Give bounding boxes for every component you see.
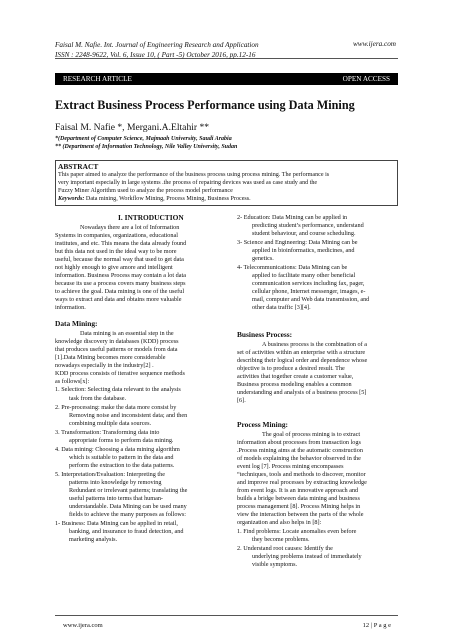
abstract-line: This paper aimed to analyze the performance of the business process using process mining. The performance is bbox=[58, 172, 330, 178]
body-text-line: patterns into knowledge by removing bbox=[69, 479, 162, 486]
body-text-line: useful, because the normal way that used to get data bbox=[55, 256, 184, 263]
keywords-label: Keywords: bbox=[58, 196, 85, 202]
body-text-line: as follows[x]: bbox=[55, 378, 90, 385]
body-text-line: which is suitable to pattern in the data and bbox=[69, 454, 174, 461]
footer-site[interactable]: www.ijera.com bbox=[63, 622, 103, 629]
body-text-line: fields to achieve the many purposes as follows: bbox=[69, 511, 187, 518]
body-text-line: underlying problems instead of immediately bbox=[252, 553, 362, 560]
body-text-line: mail, computer and Web data transmission, and bbox=[252, 296, 370, 303]
body-text-line: view the interaction between the parts of the whole bbox=[237, 511, 364, 518]
body-text-line: builds a bridge between data mining and business bbox=[237, 495, 360, 502]
section-heading: Process Mining: bbox=[237, 420, 288, 429]
body-text-line: task from the database. bbox=[69, 395, 127, 402]
body-text-line: process management [8]. Process Mining helps in bbox=[237, 503, 361, 510]
body-text-line: Redundant or irrelevant patterns; translating the bbox=[69, 487, 188, 494]
body-text-line: 3- Science and Engineering: Data Mining can be bbox=[237, 239, 358, 246]
body-text-line: Business process modeling enables a common bbox=[237, 381, 352, 388]
body-text-line: 5. Interpretation/Evaluation: Interpreting the bbox=[55, 471, 165, 478]
affiliation-2: ** (Department of Information Technology, Nile Valley University, Sudan bbox=[55, 144, 238, 150]
body-text-line: 4- Telecommunications: Data Mining can be bbox=[237, 264, 348, 271]
body-text-line: applied in bioinformatics, medicines, and bbox=[252, 247, 355, 254]
body-text-line: information. Business Process may contain a lot data bbox=[55, 272, 186, 279]
body-text-line: nowadays especially in the industry[2] . bbox=[55, 362, 154, 369]
body-text-line: ways to extract and data and obtains more valuable bbox=[55, 296, 182, 303]
body-text-line: “techniques, tools and methods to discover, monitor bbox=[237, 471, 366, 478]
body-text-line: The goal of process mining is to extract bbox=[262, 431, 361, 438]
body-text-line: other data traffic [3][4]. bbox=[252, 304, 311, 311]
body-text-line: information about processes from transaction logs bbox=[237, 439, 361, 446]
footer-rule bbox=[55, 615, 398, 616]
body-text-line: combining multiple data sources. bbox=[69, 420, 152, 427]
body-text-line: [1].Data Mining becomes more considerable bbox=[55, 354, 166, 361]
journal-citation bbox=[55, 40, 259, 60]
body-text-line: marketing analysis. bbox=[69, 536, 118, 543]
body-text-line: event log [7]. Process mining encompasses bbox=[237, 463, 344, 470]
abstract-heading: ABSTRACT bbox=[58, 162, 99, 171]
abstract-line: very important especially in large systems .the process of repairing devices was used as case study and the bbox=[58, 180, 318, 186]
body-text-line: cellular phone, Internet messenger, images, e- bbox=[252, 288, 366, 295]
access-type: OPEN ACCESS bbox=[342, 75, 390, 83]
body-text-line: Data mining is an essential step in the bbox=[80, 330, 174, 337]
body-text-line: perform the extraction to the data patterns. bbox=[69, 462, 175, 469]
body-text-line: 1- Business: Data Mining can be applied in retail, bbox=[55, 520, 178, 527]
keywords-text: Data mining, Workflow Mining, Process Mining, Business Process. bbox=[84, 196, 251, 202]
body-text-line: organization and also helps in [8]: bbox=[237, 519, 322, 526]
page-number: 12 | P a g e bbox=[362, 622, 391, 629]
abstract-line: Fuzzy Miner Algorithm used to analyze the process model performance bbox=[58, 188, 233, 194]
body-text-line: knowledge discovery in databases (KDD) process bbox=[55, 338, 179, 345]
paper-authors: Faisal M. Nafie *, Mergani.A.Eltahir ** bbox=[55, 122, 210, 133]
body-text-line: KDD process consists of iterative sequence methods bbox=[55, 370, 185, 377]
paper-title: Extract Business Process Performance using Data Mining bbox=[55, 98, 355, 112]
body-text-line: institutes, and etc. This means the data already found bbox=[55, 240, 187, 247]
body-text-line: Systems in companies, organizations, educational bbox=[55, 232, 178, 239]
body-text-line: that produces useful patterns or models from data bbox=[55, 346, 178, 353]
body-text-line: activities that together create a customer value, bbox=[237, 373, 354, 380]
body-text-line: genetics. bbox=[252, 255, 274, 262]
body-text-line: A business process is the combination of a bbox=[262, 341, 367, 348]
body-text-line: they become problems. bbox=[252, 536, 310, 543]
article-banner bbox=[55, 73, 398, 85]
body-text-line: set of activities within an enterprise with a structure bbox=[237, 349, 366, 356]
body-text-line: applied to facilitate many other beneficial bbox=[252, 272, 356, 279]
body-text-line: 1. Find problems: Locate anomalies even before bbox=[237, 528, 357, 535]
section-heading: Data Mining: bbox=[55, 319, 98, 328]
body-text-line: appropriate forms to perform data mining. bbox=[69, 437, 174, 444]
body-text-line: Nowadays there are a lot of Information bbox=[80, 224, 180, 231]
body-text-line: 2- Education: Data Mining can be applied in bbox=[237, 214, 348, 221]
body-text-line: banking, and insurance to fraud detection, and bbox=[69, 528, 184, 535]
citation-line-1: Faisal M. Nafie. Int. Journal of Engineering Research and Application bbox=[55, 41, 259, 49]
body-text-line: objective is to produce a desired result. The bbox=[237, 365, 345, 372]
body-text-line: 1. Selection: Selecting data relevant to the analysis bbox=[55, 386, 181, 393]
body-text-line: not highly enough to give amore and intelligent bbox=[55, 264, 173, 271]
body-text-line: .Process mining aims at the automatic construction bbox=[237, 447, 363, 454]
journal-site[interactable]: www.ijera.com bbox=[353, 40, 396, 48]
article-type: RESEARCH ARTICLE bbox=[63, 75, 132, 83]
body-text-line: understanding and analysis of a business process [5] bbox=[237, 389, 367, 396]
body-text-line: [6]. bbox=[237, 397, 246, 404]
body-text-line: Removing noise and inconsistent data; and then bbox=[69, 412, 188, 419]
affiliation-1: *(Department of Computer Science, Majmaah University, Saudi Arabia bbox=[55, 136, 232, 142]
body-text-line: because its use a process covers many business steps bbox=[55, 280, 186, 287]
body-text-line: student behaviour, and course scheduling. bbox=[252, 230, 356, 237]
body-text-line: to achieve the goal. Data mining is one of the useful bbox=[55, 288, 185, 295]
body-text-line: 2. Understand root causes: Identify the bbox=[237, 545, 333, 552]
body-text-line: and improve real processes by extracting knowledge bbox=[237, 479, 367, 486]
body-text-line: understandable. Data Mining can be used many bbox=[69, 503, 187, 510]
body-text-line: 2. Pre-processing: make the data more consist by bbox=[55, 404, 177, 411]
body-text-line: 3. Transformation: Transforming data into bbox=[55, 429, 160, 436]
citation-line-2: ISSN : 2248-9622, Vol. 6, Issue 10, ( Part -5) October 2016, pp.12-16 bbox=[55, 51, 256, 59]
body-text-line: useful patterns into terms that human- bbox=[69, 495, 163, 502]
section-heading: I. INTRODUCTION bbox=[118, 213, 184, 222]
body-text-line: predicting student’s performance, understand bbox=[252, 222, 364, 229]
section-heading: Business Process: bbox=[237, 330, 293, 339]
body-text-line: visible symptoms. bbox=[252, 561, 298, 568]
body-text-line: 4. Data mining: Choosing a data mining algorithm bbox=[55, 446, 180, 453]
keywords-line bbox=[58, 195, 251, 203]
body-text-line: describing their logical order and dependence whose bbox=[237, 357, 368, 364]
body-text-line: information. bbox=[55, 304, 86, 311]
body-text-line: communication services including fax, pager, bbox=[252, 280, 365, 287]
body-text-line: from event logs. It is an innovative approach and bbox=[237, 487, 359, 494]
body-text-line: of models explaining the behavior observed in the bbox=[237, 455, 361, 462]
body-text-line: but this data not used in the ideal way to be more bbox=[55, 248, 177, 255]
